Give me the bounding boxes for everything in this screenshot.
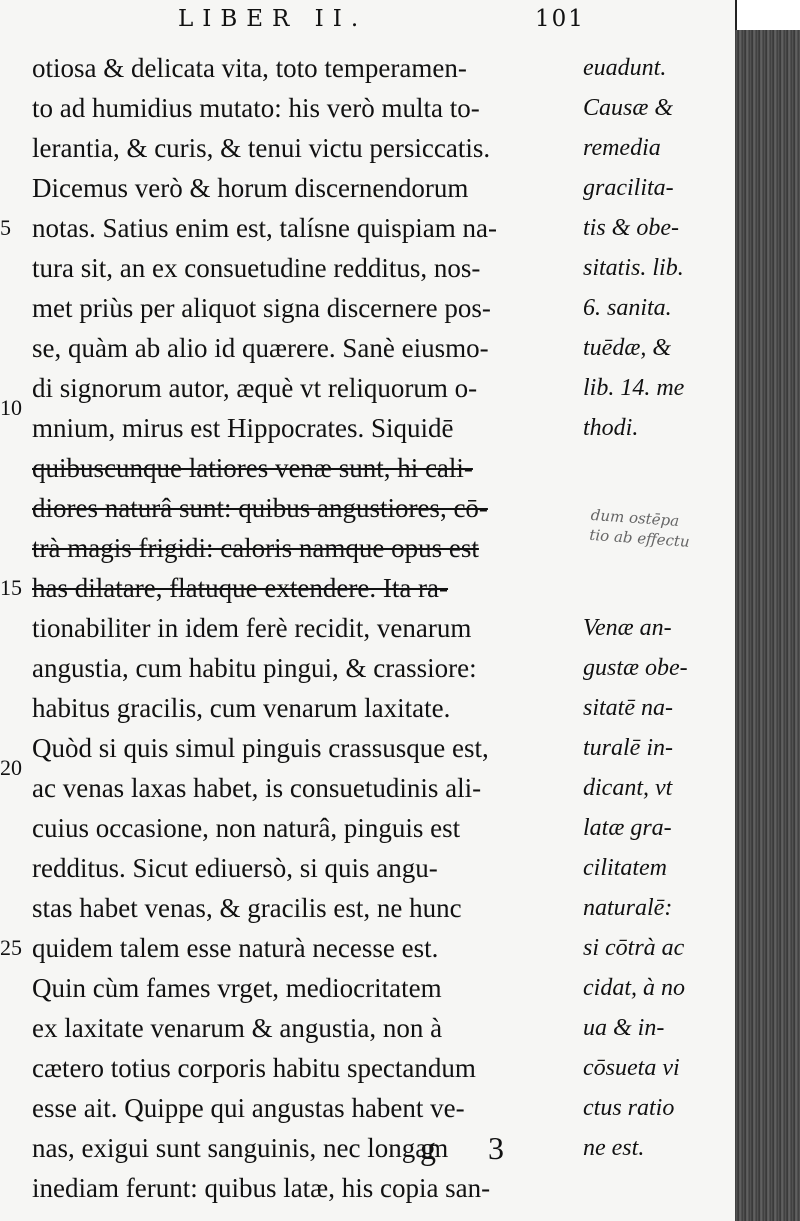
text-line: Dicemus verò & horum discernendorum bbox=[32, 173, 469, 203]
text-line: cætero totius corporis habitu spectandum bbox=[32, 1053, 476, 1083]
text-line: se, quàm ab alio id quærere. Sanè eiusmo- bbox=[32, 333, 489, 363]
line-number: 5 bbox=[0, 215, 11, 240]
text-line: quidem talem esse naturà necesse est. bbox=[32, 933, 439, 963]
marginal-note: Causæ & bbox=[583, 95, 674, 121]
text-line: Quòd si quis simul pinguis crassusque est, bbox=[32, 733, 489, 763]
text-line: angustia, cum habitu pingui, & crassiore: bbox=[32, 653, 477, 683]
text-line: esse ait. Quippe qui angustas habent ve- bbox=[32, 1093, 465, 1123]
text-line: to ad humidius mutato: his verò multa to- bbox=[32, 93, 480, 123]
marginal-note: 6. sanita. bbox=[583, 295, 672, 321]
text-line: di signorum autor, æquè vt reliquorum o- bbox=[32, 373, 478, 403]
text-line: Quin cùm fames vrget, mediocritatem bbox=[32, 973, 442, 1003]
struck-text-line: trà magis frigidi: caloris namque opus est bbox=[32, 533, 479, 563]
marginal-note: turalē in- bbox=[583, 735, 673, 761]
outer-margin bbox=[735, 0, 800, 30]
line-number: 20 bbox=[0, 755, 22, 780]
running-head: LIBER II. bbox=[178, 6, 368, 32]
text-line: lerantia, & curis, & tenui victu persiccatis. bbox=[32, 133, 491, 163]
marginal-note: gustæ obe- bbox=[583, 655, 688, 681]
marginal-note: ne est. bbox=[583, 1135, 645, 1161]
text-line: otiosa & delicata vita, toto temperamen- bbox=[32, 53, 467, 83]
marginal-note: gracilita- bbox=[583, 175, 674, 201]
text-line: stas habet venas, & gracilis est, ne hunc bbox=[32, 893, 462, 923]
marginal-note: thodi. bbox=[583, 415, 639, 441]
marginal-note: sitatē na- bbox=[583, 695, 673, 721]
marginal-note: naturalē: bbox=[583, 895, 673, 921]
text-line: redditus. Sicut ediuersò, si quis angu- bbox=[32, 853, 438, 883]
handwritten-line: tio ab effectu bbox=[588, 525, 691, 551]
text-line: notas. Satius enim est, talísne quispiam na- bbox=[32, 213, 497, 243]
text-line: nas, exigui sunt sanguinis, nec longam bbox=[32, 1133, 449, 1163]
line-number: 10 bbox=[0, 395, 22, 420]
text-line: ex laxitate venarum & angustia, non à bbox=[32, 1013, 443, 1043]
marginal-note: dicant, vt bbox=[583, 775, 673, 801]
text-line: met priùs per aliquot signa discernere pos- bbox=[32, 293, 491, 323]
marginal-note: cōsueta vi bbox=[583, 1055, 680, 1081]
marginal-note: latæ gra- bbox=[583, 815, 672, 841]
line-number: 15 bbox=[0, 575, 22, 600]
marginal-note: cilitatem bbox=[583, 855, 667, 881]
text-line: tura sit, an ex consuetudine redditus, nos- bbox=[32, 253, 481, 283]
marginal-note: cidat, à no bbox=[583, 975, 685, 1001]
marginal-note: Venæ an- bbox=[583, 615, 672, 641]
handwritten-line: dum ostēpa bbox=[590, 505, 680, 531]
line-number: 25 bbox=[0, 935, 22, 960]
text-line: habitus gracilis, cum venarum laxitate. bbox=[32, 693, 451, 723]
marginal-note: tis & obe- bbox=[583, 215, 679, 241]
marginal-note: ua & in- bbox=[583, 1015, 665, 1041]
page-edge-shadow bbox=[735, 30, 800, 1221]
struck-text-line: has dilatare, flatuque extendere. Ita ra- bbox=[32, 573, 449, 603]
text-line: cuius occasione, non naturâ, pinguis est bbox=[32, 813, 461, 843]
struck-text-line: quibuscunque latiores venæ sunt, hi cali- bbox=[32, 453, 473, 483]
marginal-note: ctus ratio bbox=[583, 1095, 675, 1121]
handwritten-annotation bbox=[589, 505, 739, 555]
signature-mark: g 3 bbox=[420, 1130, 526, 1166]
text-line: inediam ferunt: quibus latæ, his copia san- bbox=[32, 1173, 491, 1203]
marginal-note: euadunt. bbox=[583, 55, 667, 81]
text-line: ac venas laxas habet, is consuetudinis ali- bbox=[32, 773, 482, 803]
struck-text-line: diores naturâ sunt: quibus angustiores, cō- bbox=[32, 493, 488, 523]
text-line: tionabiliter in idem ferè recidit, venarum bbox=[32, 613, 472, 643]
marginal-note: lib. 14. me bbox=[583, 375, 685, 401]
marginal-note: sitatis. lib. bbox=[583, 255, 684, 281]
marginal-note: tuēdæ, & bbox=[583, 335, 671, 361]
text-line: mnium, mirus est Hippocrates. Siquidē bbox=[32, 413, 454, 443]
page-number: 101 bbox=[535, 6, 585, 32]
marginal-note: si cōtrà ac bbox=[583, 935, 685, 961]
marginal-note: remedia bbox=[583, 135, 661, 161]
